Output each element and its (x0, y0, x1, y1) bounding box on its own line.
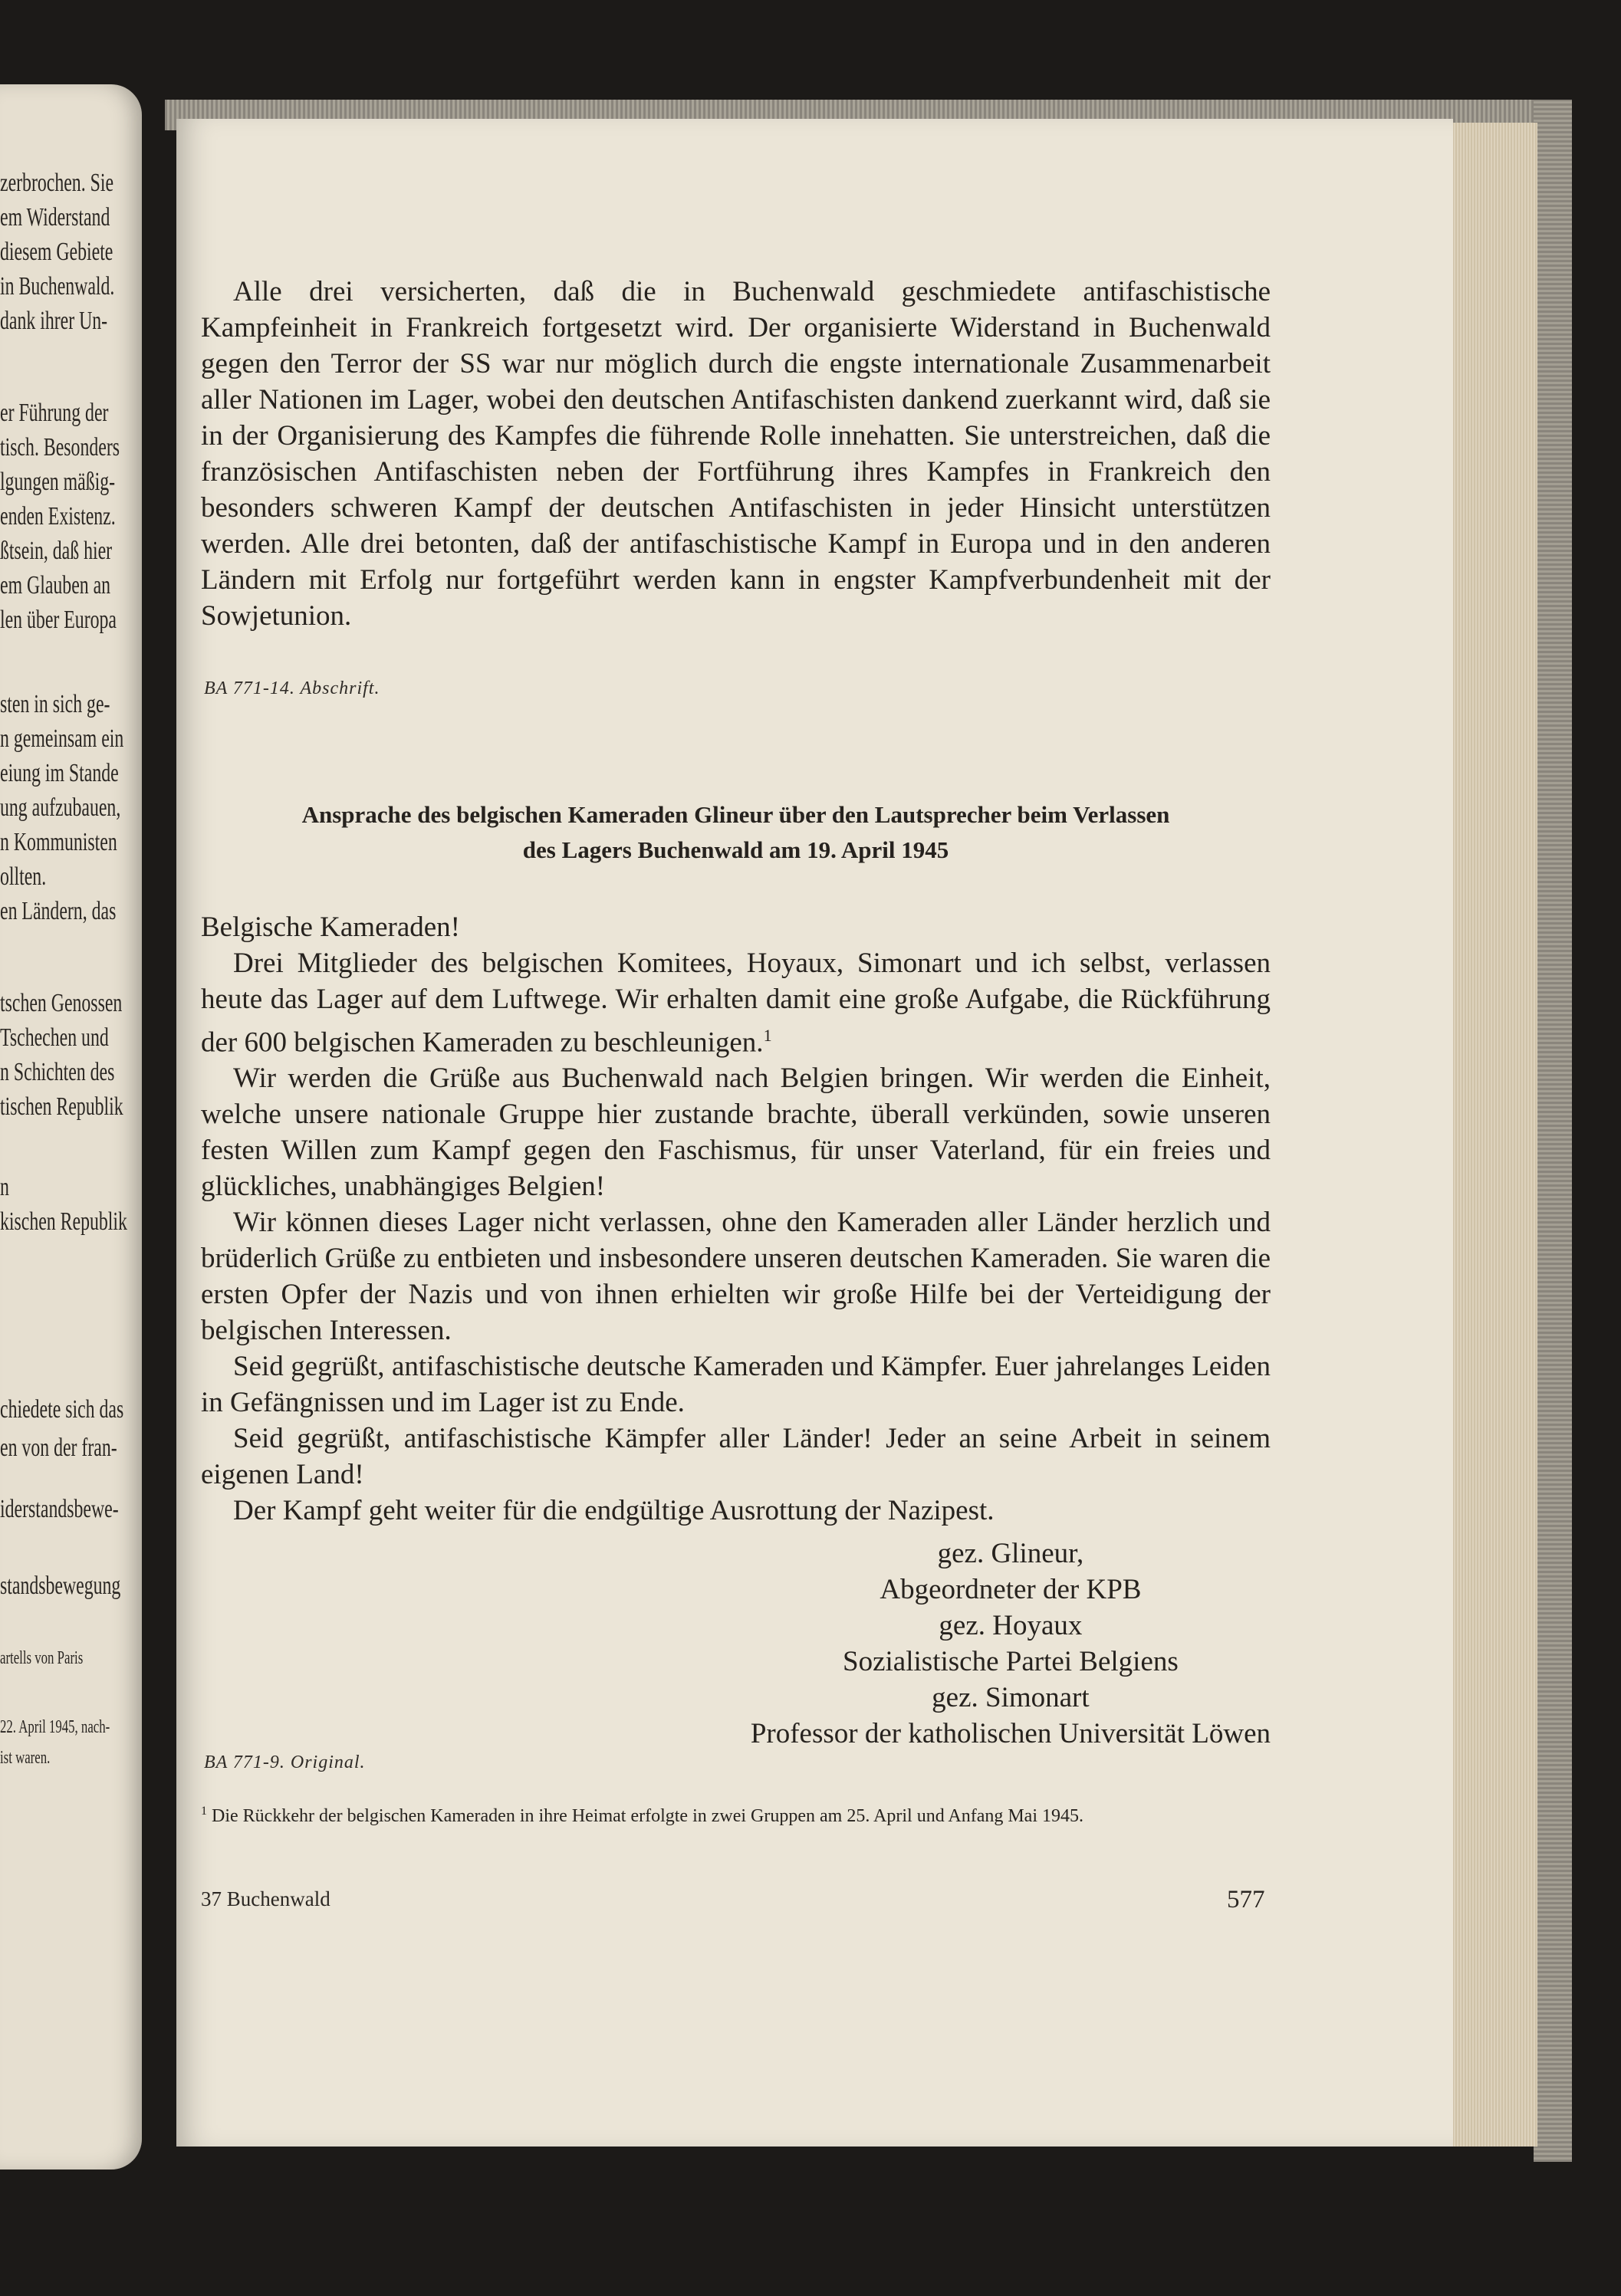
left-page-fragment: ung aufzubauen, (0, 793, 121, 822)
speech-paragraph-6: Der Kampf geht weiter für die endgültige Ausrottung der Nazipest. (233, 1495, 995, 1527)
signature-block (751, 1536, 1271, 1752)
left-page-fragment: n Kommunisten (0, 828, 117, 856)
left-page-fragment: chiedete sich das (0, 1395, 124, 1424)
footnote-number: 1 (201, 1805, 207, 1818)
left-page-fragment: zerbrochen. Sie (0, 169, 114, 197)
signature-line: Abgeordneter der KPB (880, 1574, 1142, 1605)
speech-paragraph-1-text: Drei Mitglieder des belgischen Komitees, Hoyaux, Simonart und ich selbst, verlassen heute das Lager auf dem Luftwege. Wir erhalten damit eine große Aufgabe, die Rückführung der 600 belgischen Kameraden zu beschleunigen. (201, 948, 1271, 1059)
speech-paragraph-2: Wir werden die Grüße aus Buchenwald nach Belgien bringen. Wir werden die Einheit, welche unsere nationale Gruppe hier zustande brachte, überall verkünden, sowie unseren festen Willen zum Kampf gegen den Faschismus, für unser Vaterland, für ein freies und glückliches, unabhängiges Belgien! (201, 1063, 1271, 1203)
left-page-fragment: eiung im Stande (0, 759, 119, 787)
heading-line-2: des Lagers Buchenwald am 19. April 1945 (522, 836, 949, 863)
left-page-fragment: in Buchenwald. (0, 272, 115, 301)
left-page-fragment: lgungen mäßig- (0, 468, 116, 496)
source-reference-1: BA 771-14. Abschrift. (204, 678, 380, 698)
left-page-fragment: tischen Republik (0, 1092, 123, 1121)
left-page (0, 84, 142, 2170)
top-paragraph (201, 274, 1271, 634)
speech-paragraph-4: Seid gegrüßt, antifaschistische deutsche Kameraden und Kämpfer. Euer jahrelanges Leiden in Gefängnissen und im Lager ist zu Ende. (201, 1351, 1271, 1419)
heading-line-1: Ansprache des belgischen Kameraden Glineur über den Lautsprecher beim Verlassen (301, 801, 1170, 828)
left-page-fragment: kischen Republik (0, 1207, 127, 1236)
left-page-fragment: diesem Gebiete (0, 238, 113, 266)
left-page-fragment: ollten. (0, 862, 47, 891)
signature-line: Sozialistische Partei Belgiens (843, 1646, 1179, 1677)
left-page-fragment: iderstandsbewe- (0, 1495, 119, 1523)
book-cover-right-edge (1534, 100, 1572, 2162)
speech-paragraph-1 (201, 945, 1271, 1060)
left-page-fragment: sten in sich ge- (0, 690, 110, 718)
left-page-fragment: 22. April 1945, nach- (0, 1717, 110, 1737)
footnote (201, 1798, 1271, 1829)
left-page-fragment: er Führung der (0, 399, 109, 427)
left-page-fragment: ßtsein, daß hier (0, 537, 113, 565)
section-heading (201, 797, 1271, 868)
left-page-fragment: en Ländern, das (0, 897, 117, 925)
left-page-fragment: em Widerstand (0, 203, 110, 232)
paragraph-top-text: Alle drei versicherten, daß die in Buchenwald geschmiedete antifaschistische Kampfeinheit in Frankreich fortgesetzt wird. Der organisierte Widerstand in Buchenwald gegen den Terror der SS war nur möglich durch die engste internationale Zusammenarbeit aller Nationen im Lager, wobei den deutschen Antifaschisten dankend zuerkannt wird, daß sie in der Organisierung des Kampfes die führende Rolle innehatten. Sie unterstreichen, daß die französischen Antifaschisten neben der Fortführung ihres Kampfes in Frankreich den besonders schweren Kampf der deutschen Antifaschisten in jeder Hinsicht unterstützen werden. Alle drei betonten, daß der antifaschistische Kampf in Europa und in den anderen Ländern mit Erfolg nur fortgeführt werden kann in engster Kampfverbundenheit mit der Sowjetunion. (201, 276, 1271, 632)
speech-paragraph-3: Wir können dieses Lager nicht verlassen, ohne den Kameraden aller Länder herzlich und brüderlich Grüße zu entbieten und insbesondere unseren deutschen Kameraden. Sie waren die ersten Opfer der Nazis und von ihnen erhielten wir große Hilfe bei der Verteidigung der belgischen Interessen. (201, 1207, 1271, 1347)
signature-line: gez. Glineur, (937, 1538, 1084, 1569)
left-page-fragment: Tschechen und (0, 1023, 109, 1052)
signature-line: gez. Simonart (932, 1682, 1090, 1713)
left-page-fragment: enden Existenz. (0, 502, 116, 530)
left-page-fragment: n Schichten des (0, 1058, 115, 1086)
left-page-fragment: len über Europa (0, 606, 117, 634)
page-fore-edge (1442, 123, 1537, 2147)
footnote-marker: 1 (763, 1026, 772, 1045)
signature-line: gez. Hoyaux (939, 1610, 1083, 1641)
left-page-fragment: dank ihrer Un- (0, 307, 108, 335)
left-page-fragment: n gemeinsam ein (0, 724, 124, 753)
page-number: 577 (1227, 1886, 1265, 1913)
source-reference-2: BA 771-9. Original. (204, 1752, 366, 1772)
left-page-fragment: tschen Genossen (0, 989, 123, 1017)
left-page-fragment: standsbewegung (0, 1572, 121, 1600)
left-page-fragment: en von der fran- (0, 1434, 117, 1462)
left-page-fragment: ist waren. (0, 1748, 51, 1768)
speech-paragraph-5: Seid gegrüßt, antifaschistische Kämpfer aller Länder! Jeder an seine Arbeit in seinem eigenen Land! (201, 1423, 1271, 1491)
left-page-fragment: artells von Paris (0, 1648, 84, 1668)
salutation: Belgische Kameraden! (201, 912, 460, 943)
footer-signature: 37 Buchenwald (201, 1887, 330, 1910)
signature-line: Professor der katholischen Universität Löwen (750, 1718, 1271, 1749)
left-page-fragment: tisch. Besonders (0, 433, 120, 461)
footnote-text: Die Rückkehr der belgischen Kameraden in ihre Heimat erfolgte in zwei Gruppen am 25. April und Anfang Mai 1945. (212, 1806, 1083, 1826)
left-page-fragment: em Glauben an (0, 571, 111, 599)
left-page-fragment: n (0, 1173, 9, 1201)
speech-body (201, 909, 1271, 1529)
